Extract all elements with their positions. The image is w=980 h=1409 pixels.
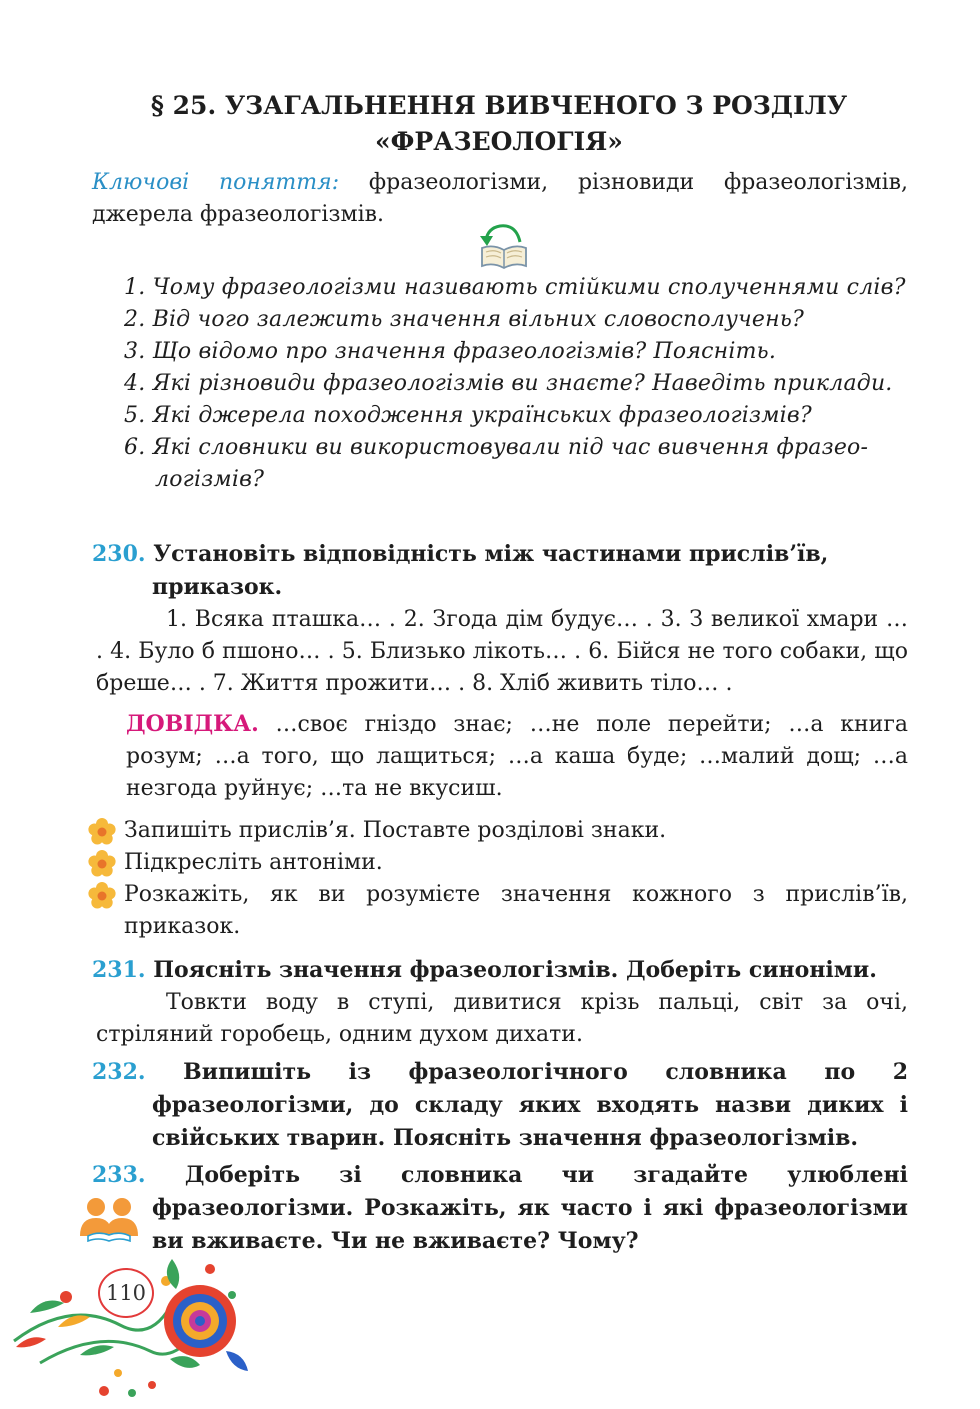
section-title — [90, 88, 908, 160]
key-concepts-text: фразеологізми, різновиди фразеологізмів, джерела фразеологізмів. — [92, 170, 908, 227]
subtask-item — [88, 847, 908, 879]
section-title-line-1: § 25. УЗАГАЛЬНЕННЯ ВИВЧЕНОГО З РОЗДІЛУ — [150, 91, 848, 120]
exercise-number: 231. — [92, 957, 146, 983]
question-item: 3. Що відомо про значення фразеологізмів? Поясніть. — [124, 339, 777, 364]
subtask-text: Розкажіть, як ви розумієте значення кожного з прислів’їв, приказок. — [124, 882, 908, 939]
exercise-230-proverbs: 1. Всяка пташка… . 2. Згода дім будує… . 3. З великої хмари … . 4. Було б пшоно… . 5. Близько лікоть… . 6. Бійся не того собаки, що бреше… . 7. Життя прожити… . 8. Хліб живить тіло… . — [96, 607, 908, 696]
flower-bullet-icon — [88, 818, 116, 846]
reference-block — [126, 708, 908, 805]
exercise-231-heading — [92, 954, 908, 987]
exercise-230-subtasks — [88, 815, 908, 943]
subtask-item — [88, 879, 908, 943]
reference-label: ДОВІДКА. — [126, 711, 259, 737]
exercise-233-heading — [92, 1159, 908, 1258]
exercise-task: Доберіть зі словника чи згадайте улюблені фразеологізми. Розкажіть, як часто і які фразеологізми ви вживаєте. Чи не вживаєте? Чому? — [145, 1162, 908, 1254]
exercise-231 — [92, 954, 908, 1051]
flower-bullet-icon — [88, 850, 116, 878]
book-with-arrow-icon — [476, 218, 532, 270]
exercise-233 — [92, 1159, 908, 1258]
subtask-text: Підкресліть антоніми. — [124, 850, 383, 875]
exercise-task: Випишіть із фразеологічного словника по 2 фразеологізми, до складу яких входять назви диких і свійських тварин. Поясніть значення фразеологізмів. — [145, 1059, 908, 1151]
exercise-number: 230. — [92, 541, 146, 567]
exercise-number: 233. — [92, 1162, 146, 1188]
question-item: 1. Чому фразеологізми називають стійкими сполученнями слів? — [124, 275, 906, 300]
exercise-number: 232. — [92, 1059, 146, 1085]
section-title-line-2: «ФРАЗЕОЛОГІЯ» — [375, 127, 623, 156]
exercise-232 — [92, 1056, 908, 1155]
exercise-231-phrases: Товкти воду в ступі, дивитися крізь пальці, світ за очі, стріляний горобець, одним духом дихати. — [96, 990, 908, 1047]
exercise-232-heading — [92, 1056, 908, 1155]
subtask-item — [88, 815, 908, 847]
subtask-text: Запишіть прислів’я. Поставте розділові знаки. — [124, 818, 667, 843]
exercise-230 — [92, 538, 908, 805]
question-item: 6. Які словники ви використовували під час вивчення фразео-логізмів? — [124, 435, 869, 492]
question-item: 5. Які джерела походження українських фразеологізмів? — [124, 403, 812, 428]
question-item: 2. Від чого залежить значення вільних словосполучень? — [124, 307, 804, 332]
pair-work-icon — [76, 1196, 142, 1242]
exercise-task: Поясніть значення фразеологізмів. Доберіть синоніми. — [145, 957, 877, 983]
flower-bullet-icon — [88, 882, 116, 910]
exercise-task: Установіть відповідність між частинами прислів’їв, приказок. — [145, 541, 829, 600]
reference-text: …своє гніздо знає; …не поле перейти; …а книга розум; …а того, що лащиться; …а каша буде; …малий дощ; …а незгода руйнує; …та не вкусиш. — [126, 712, 908, 801]
question-item: 4. Які різновиди фразеологізмів ви знаєте? Наведіть приклади. — [124, 371, 893, 396]
exercise-230-heading — [92, 538, 908, 604]
key-concepts-label: Ключові поняття: — [92, 170, 340, 195]
page-number: 110 — [98, 1268, 154, 1318]
review-questions — [124, 272, 914, 496]
